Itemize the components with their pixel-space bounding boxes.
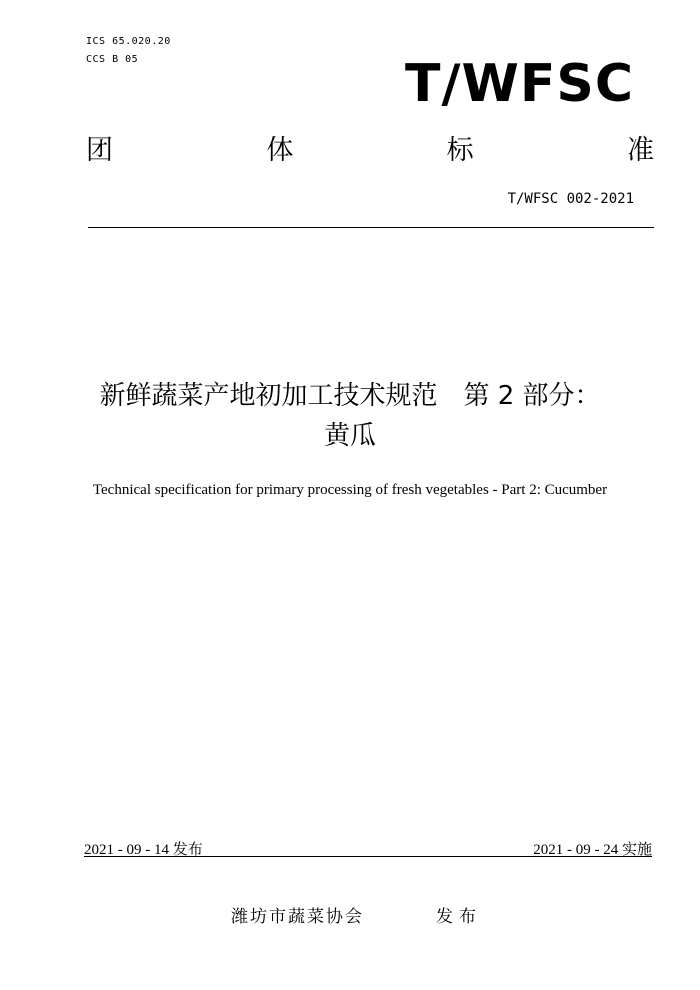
ccs-code: CCS B 05 bbox=[86, 54, 139, 65]
standard-type-char: 准 bbox=[626, 135, 654, 166]
publish-label: 发布 bbox=[436, 907, 482, 927]
title-en: Technical specification for primary processing of fresh vegetables - Part 2: Cucumber bbox=[92, 482, 608, 498]
standard-logo: T/WFSC bbox=[405, 54, 634, 114]
top-divider bbox=[88, 227, 654, 228]
standard-type-char: 标 bbox=[446, 135, 474, 166]
ics-code: ICS 65.020.20 bbox=[86, 36, 171, 47]
standard-type-char: 体 bbox=[266, 135, 294, 166]
title-zh-line2: 黄瓜 bbox=[323, 421, 376, 451]
bottom-divider bbox=[84, 856, 652, 857]
standard-type-heading bbox=[86, 137, 654, 164]
standard-type-char: 团 bbox=[86, 135, 113, 166]
issue-date: 2021 - 09 - 14 发布 bbox=[84, 842, 203, 858]
title-zh-line1: 新鲜蔬菜产地初加工技术规范 第 2 部分： bbox=[99, 381, 601, 411]
implementation-date: 2021 - 09 - 24 实施 bbox=[533, 842, 652, 858]
publisher-name: 潍坊市蔬菜协会 bbox=[231, 907, 364, 927]
standard-number: T/WFSC 002-2021 bbox=[507, 191, 634, 207]
